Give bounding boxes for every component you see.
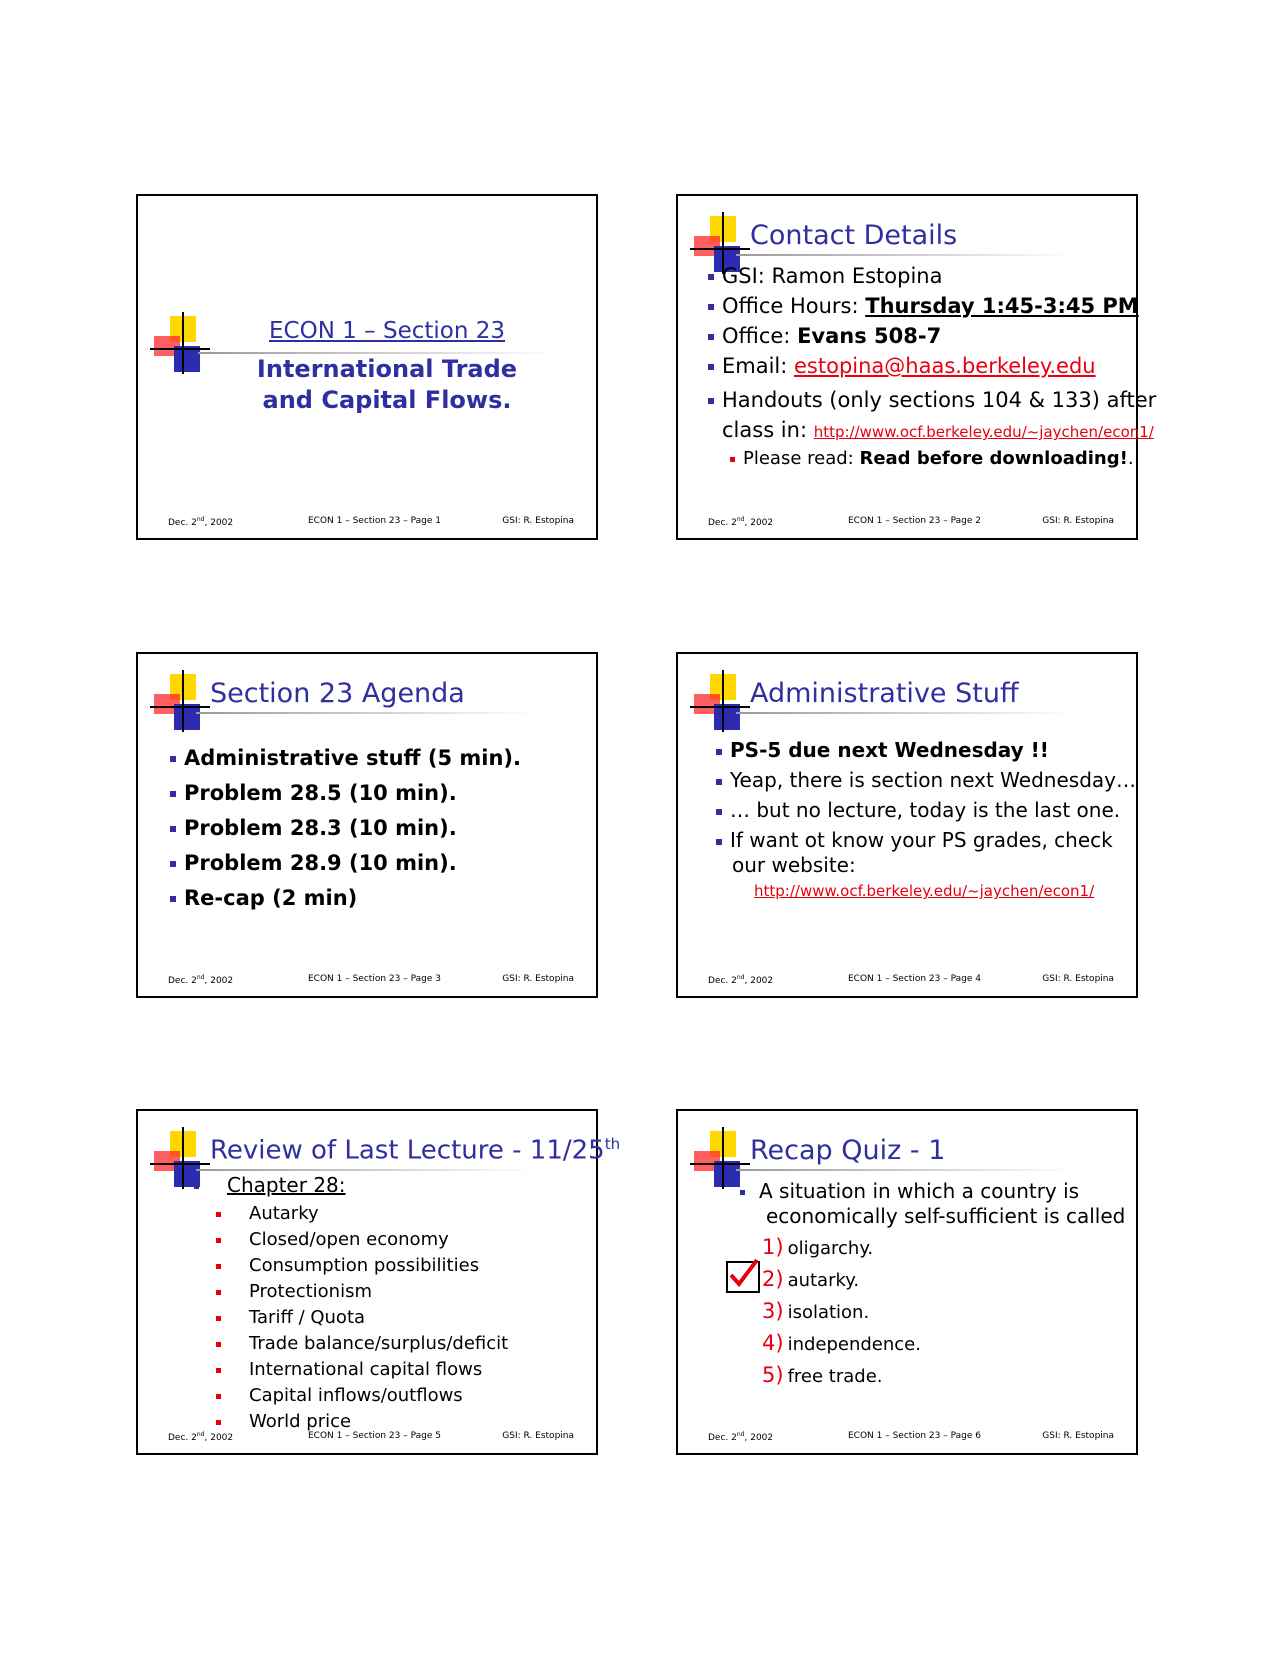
- bullet-icon: [708, 304, 714, 310]
- footer-gsi: GSI: R. Estopina: [1042, 974, 1114, 984]
- bullet-icon: [216, 1394, 221, 1399]
- title-divider: [736, 1169, 1076, 1171]
- contact-handouts: Handouts (only sections 104 & 133) after: [708, 388, 1156, 412]
- slide-3: [136, 652, 598, 998]
- quiz-option: [762, 1299, 869, 1323]
- slide-title: Contact Details: [750, 220, 958, 251]
- quiz-question-cont: economically self-sufficient is called: [766, 1204, 1126, 1228]
- review-item: Tariff / Quota: [216, 1307, 365, 1328]
- review-item: International capital flows: [216, 1359, 482, 1380]
- footer-page: ECON 1 – Section 23 – Page 5: [308, 1431, 441, 1441]
- agenda-item: Problem 28.3 (10 min).: [170, 816, 457, 840]
- slide-title: Recap Quiz - 1: [750, 1135, 946, 1166]
- bullet-icon: [216, 1212, 221, 1217]
- slide-footer: [138, 516, 596, 530]
- agenda-item: Administrative stuff (5 min).: [170, 746, 521, 770]
- slide-6: [676, 1109, 1138, 1455]
- slide-footer: [138, 974, 596, 988]
- footer-date: Dec. 2nd, 2002: [708, 974, 774, 986]
- handouts-link[interactable]: http://www.ocf.berkeley.edu/~jaychen/econ1/: [813, 423, 1154, 441]
- subtitle-line-1: International Trade: [256, 355, 518, 383]
- bullet-icon: [716, 809, 722, 815]
- checkmark-icon: [731, 1260, 757, 1284]
- bullet-icon: [216, 1264, 221, 1269]
- bullet-icon: [170, 861, 176, 867]
- slide-footer: [678, 516, 1136, 530]
- bullet-icon: [716, 749, 722, 755]
- footer-page: ECON 1 – Section 23 – Page 3: [308, 974, 441, 984]
- agenda-item: Re-cap (2 min): [170, 886, 357, 910]
- contact-email: Email: estopina@haas.berkeley.edu: [708, 354, 1096, 378]
- footer-gsi: GSI: R. Estopina: [502, 516, 574, 526]
- contact-handouts-url-line: class in: http://www.ocf.berkeley.edu/~jaychen/econ1/: [722, 418, 1154, 442]
- title-divider: [736, 254, 1076, 256]
- quiz-option-text: free trade.: [787, 1366, 883, 1387]
- footer-page: ECON 1 – Section 23 – Page 1: [308, 516, 441, 526]
- slide-4: [676, 652, 1138, 998]
- slide-5: [136, 1109, 621, 1455]
- website-link[interactable]: http://www.ocf.berkeley.edu/~jaychen/econ1/: [754, 882, 1095, 900]
- quiz-option: [762, 1235, 873, 1259]
- quiz-option: [762, 1363, 882, 1387]
- footer-date: Dec. 2nd, 2002: [708, 1431, 774, 1443]
- slide-2: [676, 194, 1157, 540]
- review-item: Protectionism: [216, 1281, 372, 1302]
- admin-item: PS-5 due next Wednesday !!: [716, 738, 1049, 762]
- bullet-icon: [170, 826, 176, 832]
- bullet-icon: [170, 896, 176, 902]
- admin-item: If want ot know your PS grades, check: [716, 828, 1113, 852]
- contact-office-hours: Office Hours: Thursday 1:45-3:45 PM: [708, 294, 1139, 318]
- bullet-icon: [708, 334, 714, 340]
- slide-title: Section 23 Agenda: [210, 678, 465, 709]
- bullet-icon: [716, 839, 722, 845]
- review-item: World price: [216, 1411, 351, 1432]
- footer-page: ECON 1 – Section 23 – Page 6: [848, 1431, 981, 1441]
- slide-footer: [678, 1431, 1136, 1445]
- quiz-option-text: isolation.: [787, 1302, 870, 1323]
- footer-gsi: GSI: R. Estopina: [502, 1431, 574, 1441]
- title-divider: [196, 1169, 536, 1171]
- slide-logo-icon: [688, 670, 752, 734]
- quiz-option-text: oligarchy.: [787, 1238, 874, 1259]
- footer-date: Dec. 2nd, 2002: [708, 516, 774, 528]
- quiz-question: A situation in which a country is: [740, 1179, 1079, 1203]
- footer-date: Dec. 2nd, 2002: [168, 974, 234, 986]
- email-link[interactable]: estopina@haas.berkeley.edu: [794, 354, 1096, 378]
- contact-gsi: GSI: Ramon Estopina: [708, 264, 942, 288]
- review-item: Autarky: [216, 1203, 319, 1224]
- bullet-icon: [730, 457, 735, 462]
- quiz-option-text: autarky.: [787, 1270, 860, 1291]
- footer-gsi: GSI: R. Estopina: [1042, 1431, 1114, 1441]
- quiz-option: [762, 1331, 921, 1355]
- bullet-icon: [708, 274, 714, 280]
- admin-item: Yeap, there is section next Wednesday…: [716, 768, 1136, 792]
- bullet-icon: [716, 779, 722, 785]
- footer-page: ECON 1 – Section 23 – Page 2: [848, 516, 981, 526]
- bullet-icon: [216, 1368, 221, 1373]
- review-item: Closed/open economy: [216, 1229, 449, 1250]
- checkbox-icon: [726, 1261, 760, 1293]
- footer-gsi: GSI: R. Estopina: [502, 974, 574, 984]
- contact-office: Office: Evans 508-7: [708, 324, 941, 348]
- quiz-option-number: 3): [762, 1299, 784, 1323]
- title-divider: [736, 712, 1076, 714]
- title-divider: [196, 712, 536, 714]
- bullet-icon: [740, 1190, 745, 1195]
- bullet-icon: [216, 1342, 221, 1347]
- quiz-option-number: 1): [762, 1235, 784, 1259]
- subtitle-line-2: and Capital Flows.: [262, 386, 512, 414]
- slide1-heading: ECON 1 – Section 23: [269, 318, 505, 344]
- bullet-icon: [708, 398, 714, 404]
- footer-date: Dec. 2nd, 2002: [168, 516, 234, 528]
- bullet-icon: [216, 1290, 221, 1295]
- quiz-option-text: independence.: [787, 1334, 921, 1355]
- slide-logo-icon: [148, 670, 212, 734]
- bullet-icon: [216, 1238, 221, 1243]
- slide-footer: [678, 974, 1136, 988]
- quiz-option-number: 4): [762, 1331, 784, 1355]
- bullet-icon: [216, 1316, 221, 1321]
- admin-item-cont: our website:: [732, 853, 856, 877]
- slide-title: Review of Last Lecture - 11/25th: [210, 1135, 621, 1166]
- bullet-icon: [170, 756, 176, 762]
- chapter-heading: Chapter 28:: [194, 1173, 346, 1197]
- quiz-option: [762, 1267, 859, 1291]
- quiz-option-number: 2): [762, 1267, 784, 1291]
- review-item: Capital inflows/outflows: [216, 1385, 463, 1406]
- agenda-item: Problem 28.9 (10 min).: [170, 851, 457, 875]
- footer-date: Dec. 2nd, 2002: [168, 1431, 234, 1443]
- quiz-option-number: 5): [762, 1363, 784, 1387]
- admin-item: … but no lecture, today is the last one.: [716, 798, 1120, 822]
- agenda-item: Problem 28.5 (10 min).: [170, 781, 457, 805]
- review-item: Trade balance/surplus/deficit: [216, 1333, 508, 1354]
- slide-footer: [138, 1431, 596, 1445]
- bullet-icon: [708, 364, 714, 370]
- bullet-icon: [216, 1420, 221, 1425]
- review-item: Consumption possibilities: [216, 1255, 479, 1276]
- footer-gsi: GSI: R. Estopina: [1042, 516, 1114, 526]
- slide-1: [136, 194, 598, 540]
- please-read-line: Please read: Read before downloading!.: [730, 448, 1134, 469]
- footer-page: ECON 1 – Section 23 – Page 4: [848, 974, 981, 984]
- bullet-icon: [170, 791, 176, 797]
- slide-title: Administrative Stuff: [750, 678, 1019, 709]
- slide1-subtitle: [178, 354, 596, 416]
- bullet-icon: [194, 1184, 199, 1189]
